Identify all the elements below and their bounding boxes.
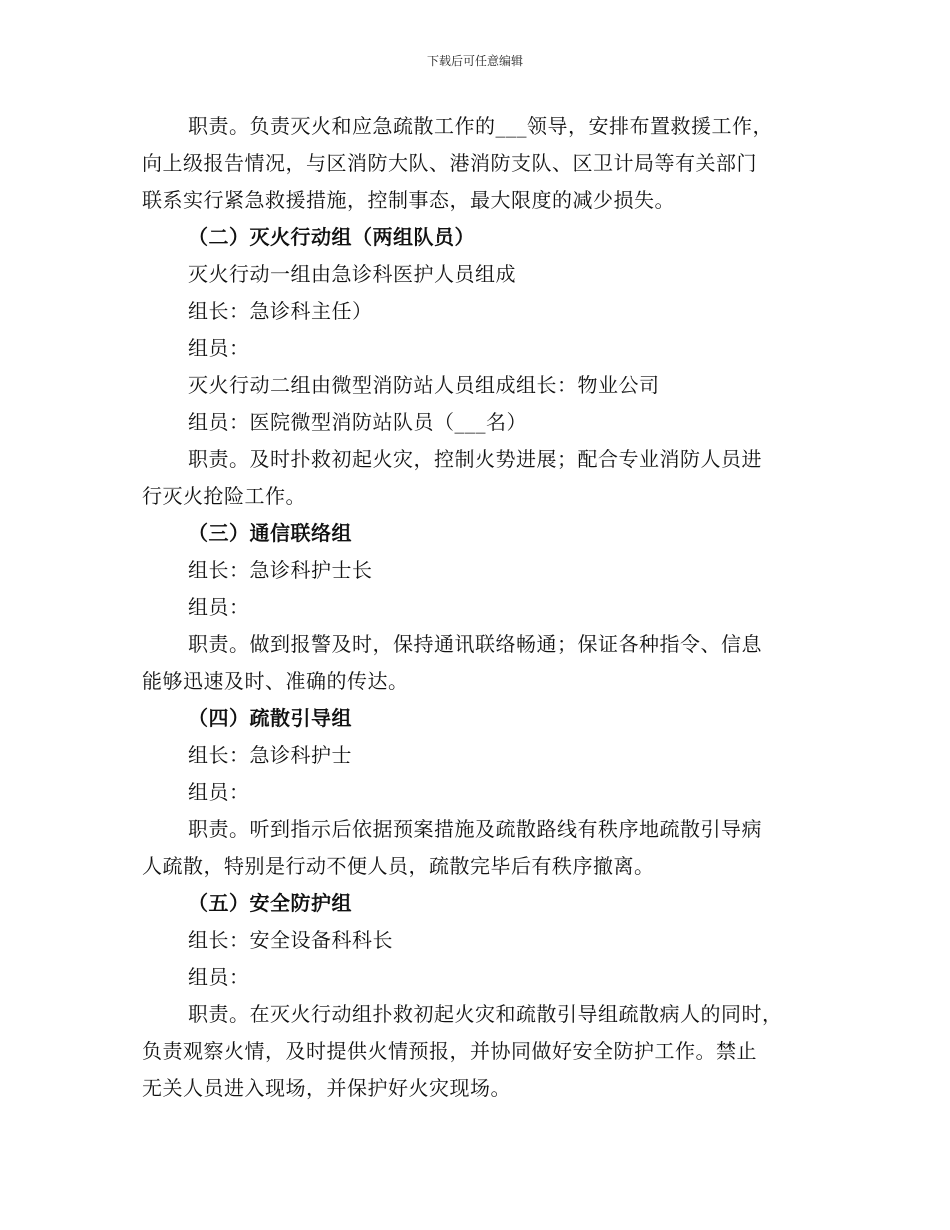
paragraph-line: 组长：急诊科护士长	[188, 558, 373, 582]
paragraph-line: 联系实行紧急救援措施，控制事态，最大限度的减少损失。	[142, 188, 675, 212]
paragraph-line: 灭火行动二组由微型消防站人员组成组长：物业公司	[188, 373, 660, 397]
section-heading: （三）通信联络组	[188, 521, 352, 545]
page-header: 下载后可任意编辑	[426, 54, 523, 68]
paragraph-line: 无关人员进入现场，并保护好火灾现场。	[142, 1076, 511, 1100]
paragraph-line: 负责观察火情，及时提供火情预报，并协同做好安全防护工作。禁止	[142, 1039, 757, 1063]
paragraph-line: 组员：	[188, 965, 250, 989]
paragraph-line: 组长：急诊科护士	[188, 743, 352, 767]
paragraph-line: 向上级报告情况，与区消防大队、港消防支队、区卫计局等有关部门	[142, 151, 757, 175]
paragraph-line: 灭火行动一组由急诊科医护人员组成	[188, 262, 516, 286]
paragraph-line: 组员：医院微型消防站队员（___名）	[188, 410, 527, 434]
paragraph-line: 人疏散，特别是行动不便人员，疏散完毕后有秩序撤离。	[142, 854, 655, 878]
paragraph-line: 组长：急诊科主任）	[188, 299, 373, 323]
paragraph-line: 能够迅速及时、准确的传达。	[142, 669, 409, 693]
paragraph-line: 组员：	[188, 595, 250, 619]
section-heading: （四）疏散引导组	[188, 706, 352, 730]
paragraph-line: 行灭火抢险工作。	[142, 484, 306, 508]
paragraph-line: 组员：	[188, 780, 250, 804]
section-heading: （二）灭火行动组（两组队员）	[188, 225, 475, 249]
paragraph-line: 职责。负责灭火和应急疏散工作的___领导，安排布置救援工作，	[188, 114, 773, 138]
paragraph-line: 职责。听到指示后依据预案措施及疏散路线有秩序地疏散引导病	[188, 817, 762, 841]
paragraph-line: 组长：安全设备科科长	[188, 928, 393, 952]
paragraph-line: 职责。及时扑救初起火灾，控制火势进展；配合专业消防人员进	[188, 447, 762, 471]
paragraph-line: 职责。在灭火行动组扑救初起火灾和疏散引导组疏散病人的同时，	[188, 1002, 783, 1026]
paragraph-line: 组员：	[188, 336, 250, 360]
section-heading: （五）安全防护组	[188, 891, 352, 915]
paragraph-line: 职责。做到报警及时，保持通讯联络畅通；保证各种指令、信息	[188, 632, 762, 656]
document-body	[142, 108, 818, 1107]
